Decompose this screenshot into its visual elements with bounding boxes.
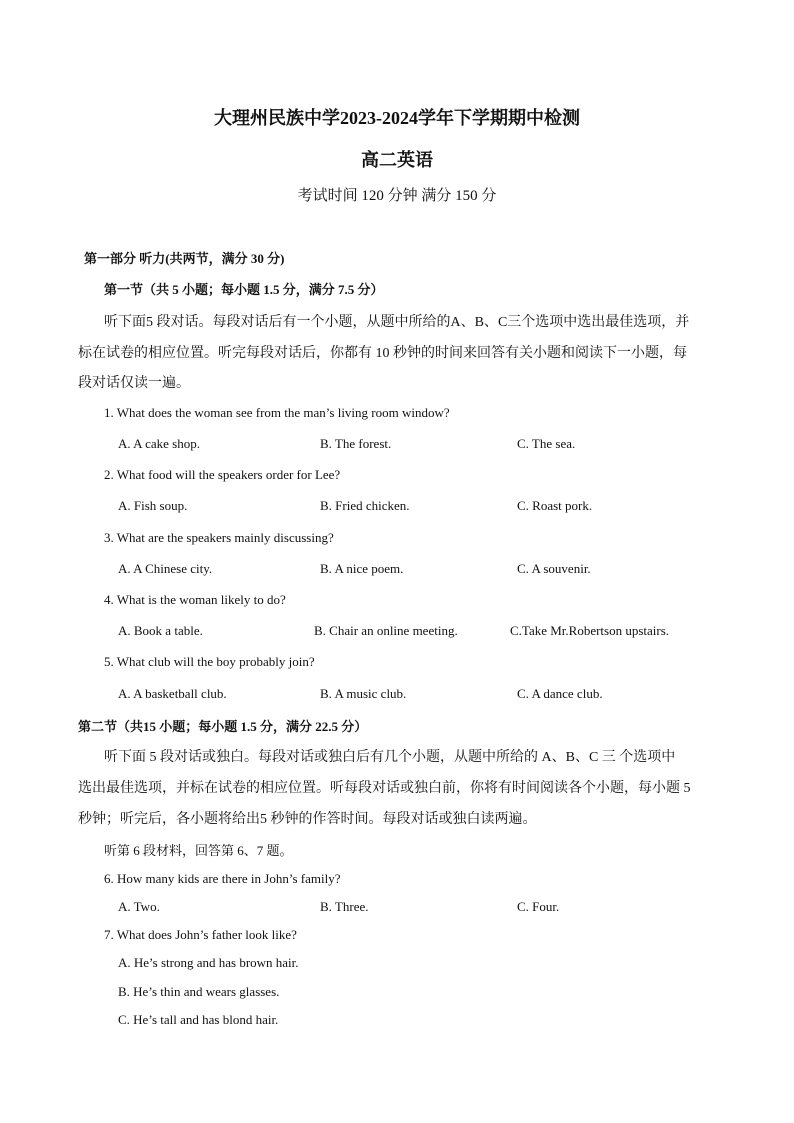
q4-option-b: B. Chair an online meeting. [314, 623, 458, 638]
section1-heading: 第一节（共 5 小题；每小题 1.5 分，满分 7.5 分） [104, 282, 384, 297]
q7-option-b: B. He’s thin and wears glasses. [118, 984, 280, 999]
q3-option-a: A. A Chinese city. [118, 561, 213, 576]
q7-option-c: C. He’s tall and has blond hair. [118, 1012, 279, 1027]
q3-option-b: B. A nice poem. [320, 561, 404, 576]
q2-option-b: B. Fried chicken. [320, 498, 410, 513]
question-4: 4. What is the woman likely to do? [104, 592, 286, 607]
part1-heading: 第一部分 听力(共两节，满分 30 分) [84, 251, 285, 266]
section1-instruction-line: 标在试卷的相应位置。听完每段对话后，你都有 10 秒钟的时间来回答有关小题和阅读下一小题，每 [78, 346, 687, 361]
section2-heading: 第二节（共15 小题；每小题 1.5 分，满分 22.5 分） [78, 719, 368, 734]
section2-instruction-line: 听下面 5 段对话或独白。每段对话或独白后有几个小题，从题中所给的 A、B、C 三 个选项中 [104, 750, 676, 765]
q3-option-c: C. A souvenir. [517, 561, 591, 576]
q5-option-c: C. A dance club. [517, 686, 603, 701]
question-5: 5. What club will the boy probably join? [104, 654, 315, 669]
q1-option-b: B. The forest. [320, 436, 392, 451]
question-6: 6. How many kids are there in John’s family? [104, 871, 341, 886]
subject-title: 高二英语 [361, 150, 433, 170]
q5-option-a: A. A basketball club. [118, 686, 227, 701]
q2-option-c: C. Roast pork. [517, 498, 593, 513]
question-7: 7. What does John’s father look like? [104, 927, 297, 942]
q5-option-b: B. A music club. [320, 686, 407, 701]
exam-title: 大理州民族中学2023-2024学年下学期期中检测 [214, 108, 580, 128]
q2-option-a: A. Fish soup. [118, 498, 188, 513]
q1-option-c: C. The sea. [517, 436, 576, 451]
q6-option-c: C. Four. [517, 899, 560, 914]
q4-option-a: A. Book a table. [118, 623, 203, 638]
q6-option-a: A. Two. [118, 899, 160, 914]
q4-option-c: C.Take Mr.Robertson upstairs. [510, 623, 670, 638]
q1-option-a: A. A cake shop. [118, 436, 200, 451]
section1-instruction-line: 段对话仅读一遍。 [78, 376, 190, 391]
section2-instruction-line: 选出最佳选项，并标在试卷的相应位置。听每段对话或独白前，你将有时间阅读各个小题，每小题 5 [78, 781, 691, 796]
exam-info: 考试时间 120 分钟 满分 150 分 [297, 188, 497, 204]
question-1: 1. What does the woman see from the man’s living room window? [104, 405, 450, 420]
question-2: 2. What food will the speakers order for Lee? [104, 467, 341, 482]
section2-instruction-line: 秒钟；听完后，各小题将给出5 秒钟的作答时间。每段对话或独白读两遍。 [78, 812, 537, 827]
section1-instruction-line: 听下面5 段对话。每段对话后有一个小题，从题中所给的A、B、C三个选项中选出最佳选项，并 [104, 315, 690, 330]
material-note: 听第 6 段材料，回答第 6、7 题。 [104, 843, 293, 858]
question-3: 3. What are the speakers mainly discussing? [104, 530, 334, 545]
q7-option-a: A. He’s strong and has brown hair. [118, 955, 299, 970]
q6-option-b: B. Three. [320, 899, 369, 914]
